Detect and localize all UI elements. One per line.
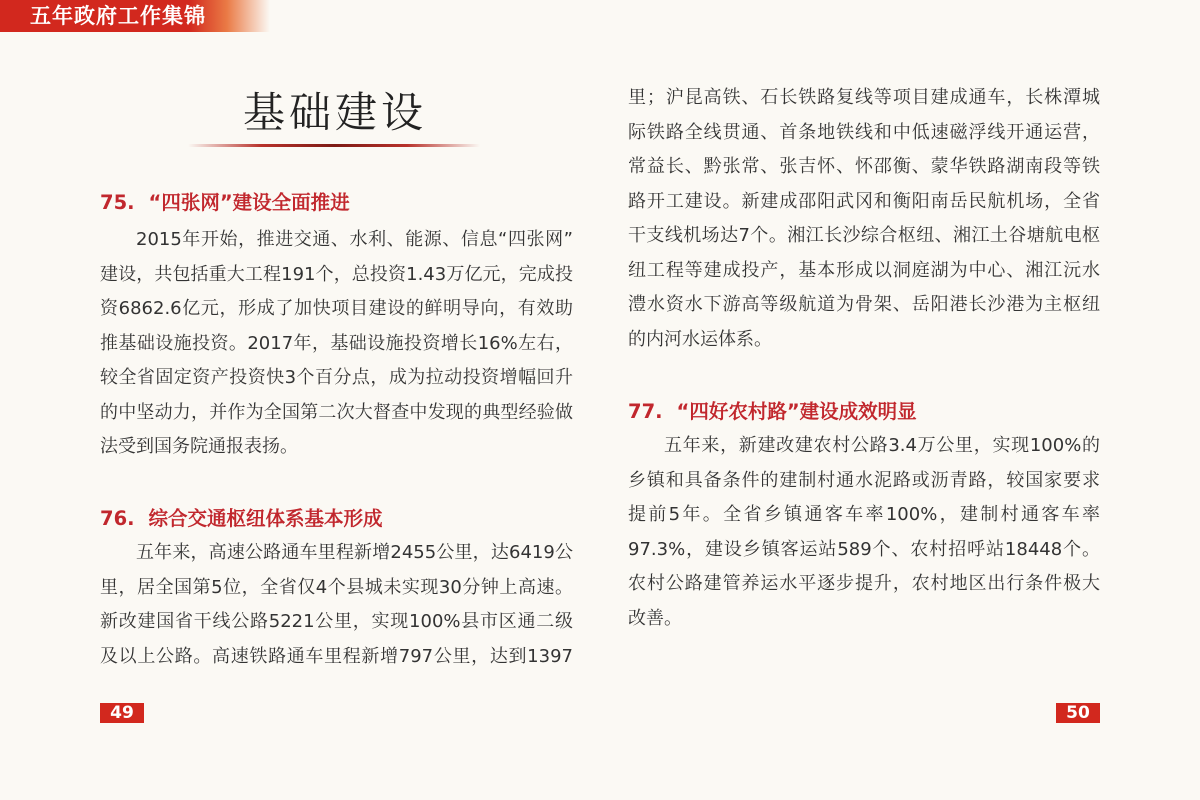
body-text-line: 较全省固定资产投资快3个百分点，成为拉动投资增幅回升 bbox=[100, 367, 573, 388]
section-number: 75. bbox=[100, 191, 135, 214]
body-text-line: 资6862.6亿元，形成了加快项目建设的鲜明导向，有效助 bbox=[100, 298, 573, 319]
body-text-line: 里；沪昆高铁、石长铁路复线等项目建成通车，长株潭城 bbox=[628, 87, 1100, 108]
body-text-line: 际铁路全线贯通、首条地铁线和中低速磁浮线开通运营， bbox=[628, 121, 1100, 143]
chapter-title: 基础建设 bbox=[242, 88, 427, 137]
section-body-77 bbox=[628, 429, 1100, 636]
body-text-line: 新改建国省干线公路5221公里，实现100%县市区通二级 bbox=[100, 611, 573, 632]
section-heading-77 bbox=[628, 399, 917, 425]
body-text-line: 农村公路建管养运水平逐步提升，农村地区出行条件极大 bbox=[628, 573, 1100, 594]
body-text-line: 五年来，高速公路通车里程新增2455公里，达6419公 bbox=[136, 542, 573, 563]
body-text-line: 纽工程等建成投产，基本形成以洞庭湖为中心、湘江沅水 bbox=[628, 259, 1100, 281]
section-number: 77. bbox=[628, 400, 663, 423]
body-text-line: 澧水资水下游高等级航道为骨架、岳阳港长沙港为主枢纽 bbox=[628, 294, 1100, 315]
section-title: “四张网”建设全面推进 bbox=[148, 191, 350, 214]
body-text-line: 2015年开始，推进交通、水利、能源、信息“四张网” bbox=[136, 229, 573, 250]
body-text-line: 法受到国务院通报表扬。 bbox=[100, 436, 298, 457]
body-text-line: 常益长、黔张常、张吉怀、怀邵衡、蒙华铁路湖南段等铁 bbox=[628, 156, 1100, 177]
body-text-line: 建设，共包括重大工程191个，总投资1.43万亿元，完成投 bbox=[100, 263, 573, 285]
section-heading-76 bbox=[100, 506, 383, 532]
body-text-line: 改善。 bbox=[628, 607, 682, 629]
body-text-line: 路开工建设。新建成邵阳武冈和衡阳南岳民航机场，全省 bbox=[628, 190, 1100, 212]
page-number: 50 bbox=[1056, 703, 1100, 723]
body-text-line: 及以上公路。高速铁路通车里程新增797公里，达到1397 bbox=[100, 645, 573, 667]
right-page bbox=[600, 0, 1200, 800]
body-text-line: 的内河水运体系。 bbox=[628, 328, 772, 350]
body-text-line: 提前5年。全省乡镇通客车率100%，建制村通客车率 bbox=[628, 504, 1100, 525]
section-body-76 bbox=[100, 536, 573, 674]
body-text-line: 97.3%，建设乡镇客运站589个、农村招呼站18448个。 bbox=[628, 538, 1100, 560]
body-text-line: 里，居全国第5位，全省仅4个县城未实现30分钟上高速。 bbox=[100, 576, 573, 598]
page-number: 49 bbox=[100, 703, 144, 723]
chapter-title-underline bbox=[188, 144, 480, 147]
section-body-76-continued bbox=[628, 81, 1100, 357]
body-text-line: 乡镇和具备条件的建制村通水泥路或沥青路，较国家要求 bbox=[628, 469, 1100, 491]
section-body-75 bbox=[100, 223, 573, 465]
body-text-line: 五年来，新建改建农村公路3.4万公里，实现100%的 bbox=[664, 435, 1100, 456]
section-number: 76. bbox=[100, 507, 135, 530]
body-text-line: 推基础设施投资。2017年，基础设施投资增长16%左右， bbox=[100, 332, 573, 354]
body-text-line: 干支线机场达7个。湘江长沙综合枢纽、湘江土谷塘航电枢 bbox=[628, 225, 1100, 246]
section-title: 综合交通枢纽体系基本形成 bbox=[148, 507, 383, 530]
section-heading-75 bbox=[100, 190, 350, 216]
section-title: “四好农村路”建设成效明显 bbox=[676, 400, 917, 423]
body-text-line: 的中坚动力，并作为全国第二次大督查中发现的典型经验做 bbox=[100, 401, 573, 423]
banner-title: 五年政府工作集锦 bbox=[30, 4, 206, 28]
